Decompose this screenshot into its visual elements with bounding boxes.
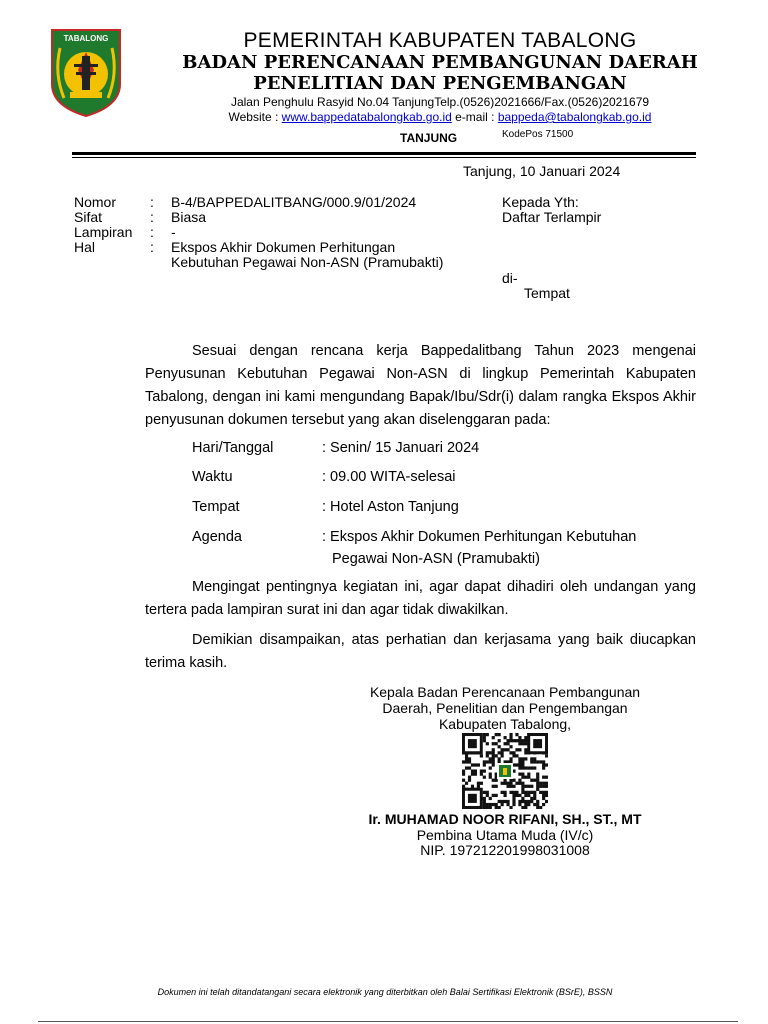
- hal-colon: :: [150, 239, 154, 255]
- body-paragraph-2: Mengingat pentingnya kegiatan ini, agar dapat dihadiri oleh undangan yang tertera pada lampiran surat ini dan agar tidak diwakilkan.: [145, 579, 696, 618]
- hal-value-line1: Ekspos Akhir Dokumen Perhitungan: [171, 239, 396, 255]
- letterhead-divider-thick: [72, 152, 696, 155]
- signatory-rank: Pembina Utama Muda (IV/c): [416, 827, 594, 843]
- detail-tempat-label: Tempat: [192, 499, 240, 515]
- detail-hari-label: Hari/Tanggal: [192, 440, 274, 456]
- detail-hari-value: : Senin/ 15 Januari 2024: [322, 440, 480, 456]
- signature-title-line3: Kabupaten Tabalong,: [438, 716, 572, 732]
- letter-date: Tanjung, 10 Januari 2024: [463, 163, 621, 179]
- website-label: Website :: [228, 110, 282, 124]
- detail-waktu-label: Waktu: [192, 469, 233, 485]
- logo-text: TABALONG: [63, 34, 109, 43]
- letterhead-agency-line2: PENELITIAN DAN PENGEMBANGAN: [253, 73, 627, 94]
- detail-agenda-value-line2: Pegawai Non-ASN (Pramubakti): [332, 551, 540, 567]
- lampiran-value: -: [171, 224, 176, 240]
- detail-agenda-label: Agenda: [192, 529, 242, 545]
- email-link[interactable]: bappeda@tabalongkab.go.id: [497, 110, 652, 124]
- sifat-label: Sifat: [74, 209, 103, 225]
- recipient-place: Tempat: [524, 285, 570, 301]
- website-link[interactable]: www.bappedatabalongkab.go.id: [281, 110, 452, 124]
- signature-title-line1: Kepala Badan Perencanaan Pembangunan: [369, 684, 641, 700]
- nomor-label: Nomor: [74, 194, 117, 210]
- letterhead-address: Jalan Penghulu Rasyid No.04 TanjungTelp.(0526)2021666/Fax.(0526)2021679: [230, 95, 650, 109]
- electronic-signature-footnote: Dokumen ini telah ditandatangani secara elektronik yang diterbitkan oleh Balai Sertifikasi Elektronik (BSrE), BSSN: [157, 987, 613, 997]
- email-label: e-mail :: [451, 110, 498, 124]
- letterhead-divider-thin: [72, 157, 696, 158]
- letterhead-postal-code: KodePos 71500: [502, 129, 574, 140]
- recipient-list: Daftar Terlampir: [502, 209, 602, 225]
- recipient-di: di-: [502, 270, 518, 286]
- letterhead-city: TANJUNG: [400, 131, 458, 145]
- nomor-colon: :: [150, 194, 154, 210]
- recipient-salutation: Kepada Yth:: [502, 194, 579, 210]
- letterhead-agency-line1: BADAN PERENCANAAN PEMBANGUNAN DAERAH: [182, 52, 698, 73]
- letterhead-contact: [140, 110, 740, 124]
- detail-tempat-value: : Hotel Aston Tanjung: [322, 499, 459, 515]
- body-paragraph-1: Sesuai dengan rencana kerja Bappedalitbang Tahun 2023 mengenai Penyusunan Kebutuhan Pegawai Non-ASN di lingkup Pemerintah Kabupaten Tabalong, dengan ini kami mengundang Bapak/Ibu/Sdr(i) dalam rangka Ekspos Akhir penyusunan dokumen tersebut yang akan diselenggaran pada:: [145, 343, 696, 428]
- hal-value-line2: Kebutuhan Pegawai Non-ASN (Pramubakti): [171, 254, 444, 270]
- sifat-colon: :: [150, 209, 154, 225]
- e-signature-qr-code: [462, 733, 548, 809]
- body-paragraph-3: Demikian disampaikan, atas perhatian dan kerjasama yang baik diucapkan terima kasih.: [145, 632, 696, 671]
- signatory-nip: NIP. 197212201998031008: [420, 842, 590, 858]
- bottom-divider: [38, 1021, 738, 1022]
- hal-label: Hal: [74, 239, 96, 255]
- signature-title-line2: Daerah, Penelitian dan Pengembangan: [382, 700, 628, 716]
- lampiran-colon: :: [150, 224, 154, 240]
- sifat-value: Biasa: [171, 209, 207, 225]
- tabalong-logo-emblem: [48, 26, 124, 118]
- signatory-name: Ir. MUHAMAD NOOR RIFANI, SH., ST., MT: [368, 811, 642, 827]
- letterhead-government: PEMERINTAH KABUPATEN TABALONG: [243, 29, 637, 52]
- nomor-value: B-4/BAPPEDALITBANG/000.9/01/2024: [171, 194, 417, 210]
- lampiran-label: Lampiran: [74, 224, 133, 240]
- detail-waktu-value: : 09.00 WITA-selesai: [322, 469, 456, 485]
- detail-agenda-value-line1: : Ekspos Akhir Dokumen Perhitungan Kebutuhan: [322, 529, 637, 545]
